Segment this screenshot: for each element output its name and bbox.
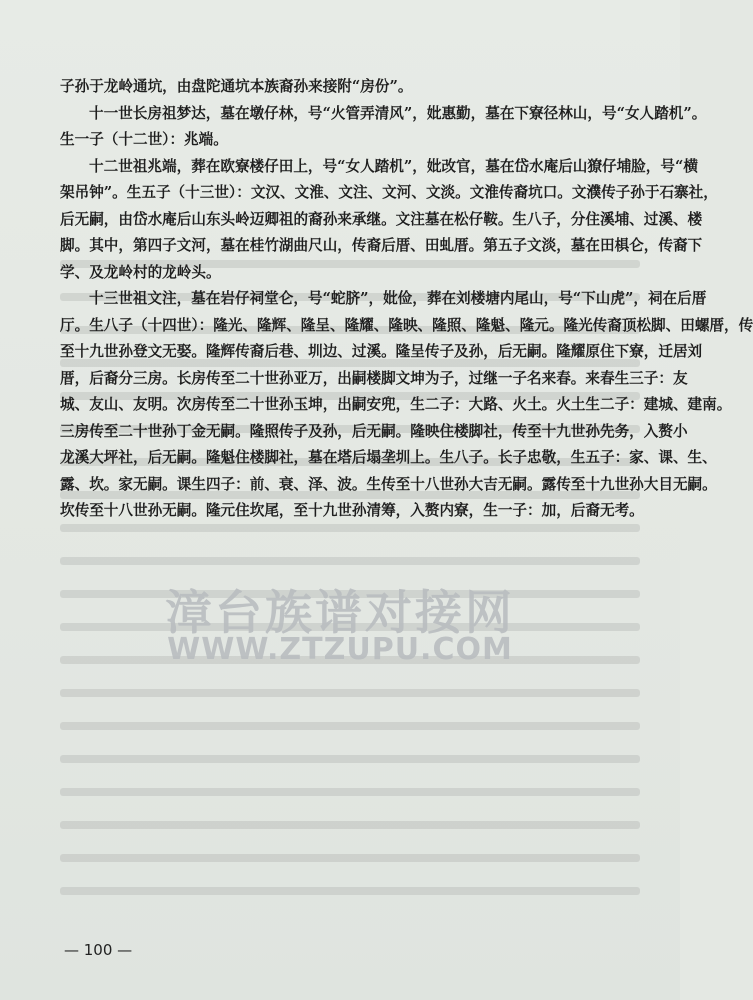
page-number: — 100 — [64, 941, 133, 959]
text-line: 学、及龙岭村的龙岭头。 [60, 263, 221, 281]
text-line: 后无嗣，由岱水庵后山东头岭迈卿祖的裔孙来承继。文注墓在松仔鞍。生八子，分住溪埔、过溪、楼 [60, 210, 703, 228]
text-line: 脚。其中，第四子文河，墓在桂竹湖曲尺山，传裔后厝、田虬厝。第五子文淡，墓在田椇仑，传裔下 [60, 237, 703, 254]
genealogy-text [60, 74, 753, 525]
watermark-chinese: 漳台族谱对接网 [165, 586, 515, 641]
text-line: 城、友山、友明。次房传至二十世孙玉坤，出嗣安兜，生二子：大路、火土。火土生二子：建城、建南。 [60, 396, 732, 413]
text-line: 露、坎。家无嗣。课生四子：前、衰、泽、波。生传至十八世孙大吉无嗣。露传至十九世孙大目无嗣。 [60, 475, 717, 493]
text-line: 架吊钟”。生五子（十三世）：文汉、文淮、文注、文河、文淡。文淮传裔坑口。文濮传子孙于石寨社， [60, 184, 718, 201]
text-line: 厅。生八子（十四世）：隆光、隆辉、隆呈、隆耀、隆映、隆照、隆魁、隆元。隆光传裔顶松脚、田螺厝，传 [60, 316, 753, 334]
text-line: 坎传至十八世孙无嗣。隆元住坎尾，至十九世孙清筹，入赘内寮，生一子：加，后裔无考。 [60, 502, 644, 519]
text-line: 三房传至二十世孙丁金无嗣。隆照传子及孙，后无嗣。隆映住楼脚社，传至十九世孙先务，入赘小 [60, 422, 688, 440]
text-line: 十三世祖文注，墓在岩仔祠堂仑，号“蛇脐”，妣俭，葬在刘楼塘内尾山，号“下山虎”，祠在后厝 [89, 290, 707, 307]
text-line: 龙溪大坪社，后无嗣。隆魁住楼脚社，墓在塔后塌垄圳上。生八子。长子忠敬，生五子：家、课、生、 [60, 449, 717, 466]
text-line: 子孙于龙岭通坑，由盘陀通坑本族裔孙来接附“房份”。 [60, 78, 413, 95]
text-line: 至十九世孙登文无娶。隆辉传裔后巷、圳边、过溪。隆呈传子及孙，后无嗣。隆耀原住下寮，迁居刘 [60, 343, 703, 360]
watermark-url: WWW.ZTZUPU.COM [167, 632, 513, 667]
text-line: 生一子（十二世）：兆端。 [60, 131, 228, 148]
text-line: 十一世长房祖梦达，墓在墩仔林，号“火管弄清风”，妣惠勤，墓在下寮径林山，号“女人踏机”。 [89, 104, 707, 122]
text-line: 十二世祖兆端，葬在欧寮楼仔田上，号“女人踏机”，妣改官，墓在岱水庵后山獠仔埔脸，号“横 [89, 157, 698, 175]
text-line: 厝，后裔分三房。长房传至二十世孙亚万，出嗣楼脚文坤为子，过继一子名来春。来春生三子：友 [60, 369, 688, 387]
